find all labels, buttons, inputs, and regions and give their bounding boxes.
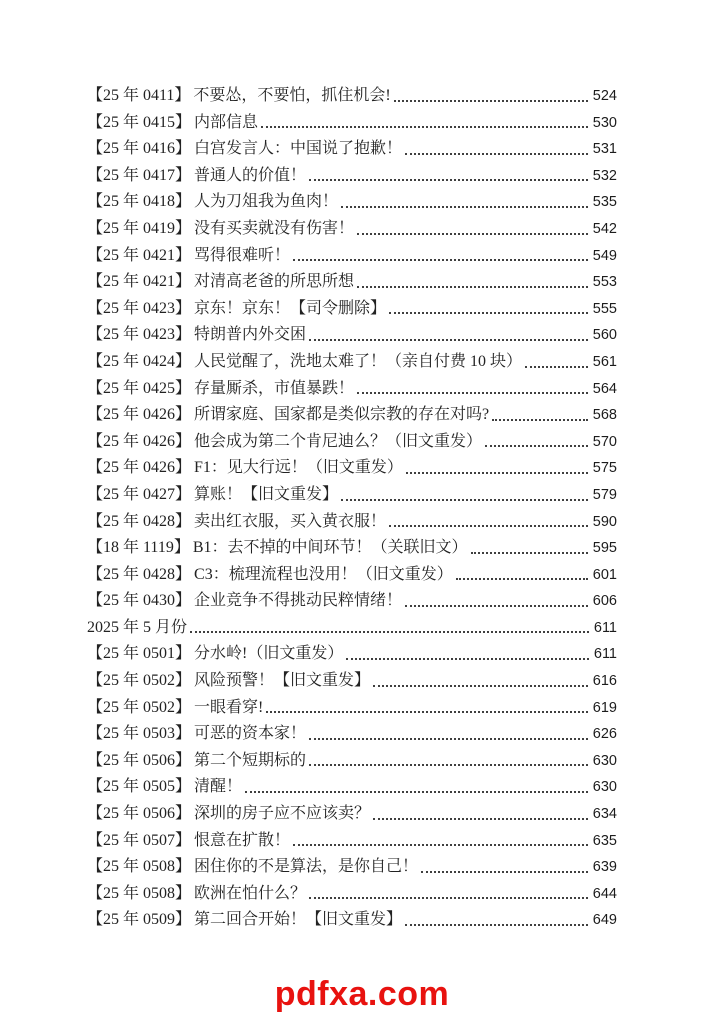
toc-entry[interactable]: [87, 641, 617, 668]
dot-leader: [456, 578, 588, 580]
toc-entry[interactable]: [87, 748, 617, 775]
entry-date-tag: 【25 年 0506】: [87, 751, 192, 769]
entry-page-number: 530: [592, 114, 617, 131]
entry-title: 人民觉醒了，洗地太难了！（亲自付费 10 块）: [194, 352, 523, 370]
dot-leader: [394, 100, 588, 102]
dot-leader: [293, 844, 588, 846]
dot-leader: [389, 312, 588, 314]
entry-page-number: 535: [592, 194, 617, 211]
entry-title: 算账！【旧文重发】: [194, 485, 339, 503]
entry-page-number: 555: [592, 300, 617, 317]
entry-title: 没有买卖就没有伤害！: [194, 219, 355, 237]
toc-entry[interactable]: [87, 535, 617, 562]
entry-date-tag: 【25 年 0505】: [87, 778, 192, 796]
dot-leader: [190, 631, 589, 633]
dot-leader: [373, 818, 588, 820]
toc-entry[interactable]: [87, 562, 617, 589]
entry-page-number: 595: [592, 540, 617, 557]
dot-leader: [405, 153, 588, 155]
entry-date-tag: 【25 年 0428】: [87, 512, 192, 530]
entry-title: 欧洲在怕什么？: [194, 884, 307, 902]
entry-date-tag: 【25 年 0421】: [87, 246, 192, 264]
entry-date-tag: 【25 年 0507】: [87, 831, 192, 849]
entry-page-number: 611: [593, 646, 617, 663]
toc-entry[interactable]: [87, 801, 617, 828]
entry-date-tag: 【25 年 0419】: [87, 219, 192, 237]
entry-date-tag: 【25 年 0426】: [87, 432, 192, 450]
dot-leader: [357, 286, 588, 288]
dot-leader: [309, 738, 588, 740]
entry-page-number: 616: [592, 673, 617, 690]
entry-date-tag: 【25 年 0502】: [87, 672, 192, 690]
toc-entry[interactable]: [87, 509, 617, 536]
entry-page-number: 630: [592, 779, 617, 796]
entry-date-tag: 【25 年 0411】: [87, 87, 191, 104]
entry-title: 企业竞争不得挑动民粹情绪！: [194, 592, 403, 610]
toc-entry[interactable]: [87, 854, 617, 881]
dot-leader: [357, 392, 588, 394]
dot-leader: [405, 924, 588, 926]
toc-entry[interactable]: [87, 615, 617, 642]
dot-leader: [485, 445, 588, 447]
toc-entry[interactable]: [87, 110, 617, 137]
entry-title: 可恶的资本家！: [194, 725, 307, 743]
entry-date-tag: 【25 年 0501】: [87, 645, 192, 663]
entry-title: 不要怂，不要怕，抓住机会!: [193, 87, 391, 104]
entry-date-tag: 【25 年 0416】: [87, 140, 192, 158]
entry-page-number: 630: [592, 752, 617, 769]
entry-title: F1：见大行远！（旧文重发）: [194, 459, 403, 477]
entry-title: 卖出红衣服，买入黄衣服！: [194, 512, 387, 530]
entry-page-number: 531: [592, 141, 617, 158]
watermark: pdfxa.com: [274, 975, 450, 1013]
entry-page-number: 560: [592, 327, 617, 344]
entry-date-tag: 【25 年 0423】: [87, 299, 192, 317]
toc-entry[interactable]: [87, 482, 617, 509]
entry-page-number: 644: [592, 885, 617, 902]
entry-title: 白宫发言人：中国说了抱歉！: [194, 140, 403, 158]
toc-entry[interactable]: [87, 695, 617, 722]
entry-page-number: 570: [592, 433, 617, 450]
entry-page-number: 575: [592, 460, 617, 477]
entry-date-tag: 【25 年 0508】: [87, 858, 192, 876]
entry-page-number: 639: [592, 859, 617, 876]
entry-title: 骂得很难听！: [194, 246, 291, 264]
entry-title: 对清高老爸的所思所想: [194, 273, 355, 291]
entry-date-tag: 【25 年 0426】: [87, 406, 192, 424]
entry-title: 内部信息: [194, 113, 259, 131]
entry-title: 深圳的房子应不应该卖？: [194, 805, 371, 823]
entry-title: 第二回合开始！【旧文重发】: [194, 911, 403, 929]
entry-title: 恨意在扩散！: [194, 831, 291, 849]
toc-entry[interactable]: [87, 269, 617, 296]
entry-page-number: 542: [592, 220, 617, 237]
entry-date-tag: 【25 年 0430】: [87, 592, 192, 610]
entry-title: B1：去不掉的中间环节！（关联旧文）: [192, 539, 468, 557]
entry-title: 2025 年 5 月份: [87, 618, 188, 636]
entry-page-number: 649: [592, 912, 617, 929]
dot-leader: [309, 339, 588, 341]
entry-page-number: 635: [592, 832, 617, 849]
toc-entry[interactable]: [87, 588, 617, 615]
toc-entry[interactable]: [87, 349, 617, 376]
entry-date-tag: 【25 年 0425】: [87, 379, 192, 397]
toc-entry[interactable]: [87, 83, 617, 110]
toc-entry[interactable]: [87, 721, 617, 748]
entry-date-tag: 【25 年 0509】: [87, 911, 192, 929]
entry-title: 他会成为第二个肯尼迪么？（旧文重发）: [194, 432, 483, 450]
toc-entry[interactable]: [87, 163, 617, 190]
entry-page-number: 579: [592, 486, 617, 503]
entry-date-tag: 【25 年 0503】: [87, 725, 192, 743]
toc-list: [87, 83, 617, 934]
entry-date-tag: 【18 年 1119】: [87, 539, 190, 557]
entry-title: 一眼看穿!: [194, 698, 264, 716]
dot-leader: [293, 259, 588, 261]
toc-entry[interactable]: [87, 296, 617, 323]
dot-leader: [261, 126, 588, 128]
dot-leader: [309, 764, 588, 766]
entry-title: C3：梳理流程也没用！（旧文重发）: [194, 565, 453, 583]
entry-date-tag: 【25 年 0428】: [87, 565, 192, 583]
entry-date-tag: 【25 年 0417】: [87, 166, 192, 184]
toc-entry[interactable]: [87, 455, 617, 482]
toc-entry[interactable]: [87, 828, 617, 855]
entry-date-tag: 【25 年 0502】: [87, 698, 192, 716]
entry-page-number: 564: [592, 380, 617, 397]
dot-leader: [346, 658, 589, 660]
dot-leader: [389, 525, 588, 527]
toc-entry[interactable]: [87, 322, 617, 349]
toc-entry[interactable]: [87, 243, 617, 270]
dot-leader: [245, 791, 588, 793]
entry-page-number: 634: [592, 806, 617, 823]
entry-page-number: 549: [592, 247, 617, 264]
entry-title: 普通人的价值！: [194, 166, 307, 184]
dot-leader: [471, 552, 588, 554]
entry-page-number: 619: [592, 699, 617, 716]
entry-title: 所谓家庭、国家都是类似宗教的存在对吗?: [194, 406, 490, 424]
entry-page-number: 590: [592, 513, 617, 530]
toc-entry[interactable]: [87, 881, 617, 908]
dot-leader: [406, 472, 588, 474]
dot-leader: [421, 871, 588, 873]
entry-date-tag: 【25 年 0427】: [87, 485, 192, 503]
entry-title: 困住你的不是算法，是你自己！: [194, 858, 419, 876]
dot-leader: [357, 233, 588, 235]
dot-leader: [525, 366, 588, 368]
toc-entry[interactable]: [87, 402, 617, 429]
dot-leader: [309, 179, 588, 181]
dot-leader: [405, 605, 588, 607]
entry-page-number: 606: [592, 593, 617, 610]
toc-entry[interactable]: [87, 429, 617, 456]
entry-date-tag: 【25 年 0424】: [87, 352, 192, 370]
entry-title: 分水岭!（旧文重发）: [194, 645, 344, 663]
dot-leader: [373, 685, 588, 687]
entry-page-number: 626: [592, 726, 617, 743]
toc-entry[interactable]: [87, 774, 617, 801]
dot-leader: [341, 499, 588, 501]
entry-date-tag: 【25 年 0426】: [87, 459, 192, 477]
dot-leader: [341, 206, 588, 208]
toc-entry[interactable]: [87, 668, 617, 695]
entry-title: 特朗普内外交困: [194, 326, 307, 344]
entry-title: 人为刀俎我为鱼肉！: [194, 193, 339, 211]
entry-date-tag: 【25 年 0506】: [87, 805, 192, 823]
entry-date-tag: 【25 年 0508】: [87, 884, 192, 902]
toc-entry[interactable]: [87, 907, 617, 934]
entry-page-number: 611: [593, 619, 617, 636]
dot-leader: [492, 419, 588, 421]
entry-page-number: 561: [592, 353, 617, 370]
entry-title: 存量厮杀，市值暴跌！: [194, 379, 355, 397]
entry-page-number: 553: [592, 274, 617, 291]
entry-title: 京东！京东！【司令删除】: [194, 299, 387, 317]
entry-date-tag: 【25 年 0415】: [87, 113, 192, 131]
toc-entry[interactable]: [87, 189, 617, 216]
entry-page-number: 568: [592, 407, 617, 424]
entry-page-number: 601: [592, 566, 617, 583]
toc-entry[interactable]: [87, 136, 617, 163]
entry-page-number: 524: [592, 88, 617, 104]
entry-title: 清醒！: [194, 778, 243, 796]
toc-entry[interactable]: [87, 376, 617, 403]
entry-title: 风险预警！【旧文重发】: [194, 672, 371, 690]
toc-entry[interactable]: [87, 216, 617, 243]
entry-date-tag: 【25 年 0423】: [87, 326, 192, 344]
entry-title: 第二个短期标的: [194, 751, 307, 769]
dot-leader: [266, 711, 587, 713]
entry-page-number: 532: [592, 167, 617, 184]
dot-leader: [309, 897, 588, 899]
entry-date-tag: 【25 年 0421】: [87, 273, 192, 291]
entry-date-tag: 【25 年 0418】: [87, 193, 192, 211]
